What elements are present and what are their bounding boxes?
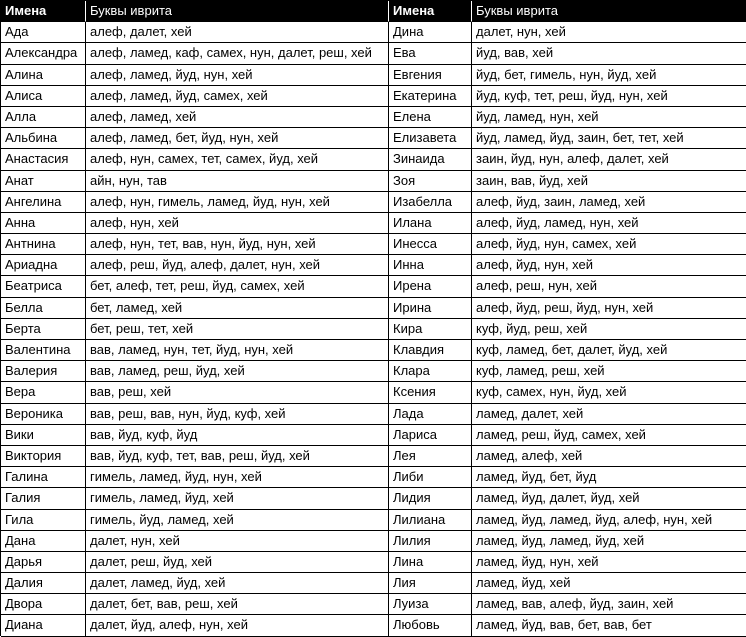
letters-cell-left: вав, реш, хей [86, 382, 389, 403]
letters-cell-left: гимель, йуд, ламед, хей [86, 510, 389, 531]
name-cell-right: Илана [389, 213, 472, 234]
name-cell-left: Ангелина [1, 192, 86, 213]
name-cell-right: Инесса [389, 234, 472, 255]
name-cell-right: Екатерина [389, 86, 472, 107]
letters-cell-left: алеф, ламед, йуд, самех, хей [86, 86, 389, 107]
letters-cell-right: ламед, вав, алеф, йуд, заин, хей [472, 594, 746, 615]
name-cell-right: Зоя [389, 171, 472, 192]
letters-cell-left: алеф, реш, йуд, алеф, далет, нун, хей [86, 255, 389, 276]
name-cell-right: Ксения [389, 382, 472, 403]
letters-cell-right: заин, вав, йуд, хей [472, 171, 746, 192]
header-letters-left: Буквы иврита [86, 1, 389, 22]
letters-cell-left: алеф, ламед, йуд, нун, хей [86, 65, 389, 86]
name-cell-right: Лилиана [389, 510, 472, 531]
name-cell-left: Анастасия [1, 149, 86, 170]
name-cell-right: Ирена [389, 276, 472, 297]
letters-cell-right: ламед, йуд, хей [472, 573, 746, 594]
name-cell-left: Алла [1, 107, 86, 128]
name-cell-right: Елена [389, 107, 472, 128]
name-cell-left: Вероника [1, 404, 86, 425]
name-cell-right: Лилия [389, 531, 472, 552]
name-cell-right: Клавдия [389, 340, 472, 361]
name-cell-right: Либи [389, 467, 472, 488]
letters-cell-right: алеф, йуд, заин, ламед, хей [472, 192, 746, 213]
letters-cell-right: алеф, реш, нун, хей [472, 276, 746, 297]
letters-cell-right: куф, ламед, бет, далет, йуд, хей [472, 340, 746, 361]
name-cell-left: Беатриса [1, 276, 86, 297]
name-cell-right: Ирина [389, 298, 472, 319]
name-cell-right: Евгения [389, 65, 472, 86]
name-cell-left: Ада [1, 22, 86, 43]
name-cell-right: Клара [389, 361, 472, 382]
name-cell-right: Лея [389, 446, 472, 467]
letters-cell-left: бет, алеф, тет, реш, йуд, самех, хей [86, 276, 389, 297]
name-cell-left: Ариадна [1, 255, 86, 276]
letters-cell-right: ламед, йуд, вав, бет, вав, бет [472, 615, 746, 636]
name-cell-left: Двора [1, 594, 86, 615]
name-cell-right: Дина [389, 22, 472, 43]
letters-cell-right: йуд, вав, хей [472, 43, 746, 64]
name-cell-left: Гила [1, 510, 86, 531]
letters-cell-right: алеф, йуд, нун, хей [472, 255, 746, 276]
letters-cell-right: алеф, йуд, ламед, нун, хей [472, 213, 746, 234]
name-cell-left: Валентина [1, 340, 86, 361]
letters-cell-left: алеф, ламед, хей [86, 107, 389, 128]
letters-cell-left: далет, нун, хей [86, 531, 389, 552]
letters-cell-left: далет, бет, вав, реш, хей [86, 594, 389, 615]
name-cell-right: Кира [389, 319, 472, 340]
letters-cell-left: вав, йуд, куф, тет, вав, реш, йуд, хей [86, 446, 389, 467]
letters-cell-left: далет, реш, йуд, хей [86, 552, 389, 573]
letters-cell-right: йуд, ламед, нун, хей [472, 107, 746, 128]
letters-cell-left: алеф, нун, тет, вав, нун, йуд, нун, хей [86, 234, 389, 255]
letters-cell-right: ламед, реш, йуд, самех, хей [472, 425, 746, 446]
header-names-right: Имена [389, 1, 472, 22]
name-cell-right: Лидия [389, 488, 472, 509]
name-cell-left: Анат [1, 171, 86, 192]
letters-cell-right: ламед, йуд, далет, йуд, хей [472, 488, 746, 509]
letters-cell-right: алеф, йуд, реш, йуд, нун, хей [472, 298, 746, 319]
name-cell-right: Зинаида [389, 149, 472, 170]
letters-cell-left: алеф, нун, хей [86, 213, 389, 234]
name-cell-left: Дана [1, 531, 86, 552]
letters-cell-left: далет, йуд, алеф, нун, хей [86, 615, 389, 636]
letters-cell-right: йуд, бет, гимель, нун, йуд, хей [472, 65, 746, 86]
letters-cell-right: алеф, йуд, нун, самех, хей [472, 234, 746, 255]
letters-cell-right: куф, ламед, реш, хей [472, 361, 746, 382]
name-cell-right: Лина [389, 552, 472, 573]
letters-cell-left: вав, йуд, куф, йуд [86, 425, 389, 446]
letters-cell-left: вав, ламед, нун, тет, йуд, нун, хей [86, 340, 389, 361]
letters-cell-right: йуд, ламед, йуд, заин, бет, тет, хей [472, 128, 746, 149]
letters-cell-right: заин, йуд, нун, алеф, далет, хей [472, 149, 746, 170]
letters-cell-left: гимель, ламед, йуд, хей [86, 488, 389, 509]
letters-cell-right: ламед, далет, хей [472, 404, 746, 425]
name-cell-right: Лада [389, 404, 472, 425]
letters-cell-left: алеф, ламед, каф, самех, нун, далет, реш, хей [86, 43, 389, 64]
name-cell-left: Далия [1, 573, 86, 594]
letters-cell-left: алеф, ламед, бет, йуд, нун, хей [86, 128, 389, 149]
name-cell-right: Лариса [389, 425, 472, 446]
name-cell-left: Антнина [1, 234, 86, 255]
name-cell-left: Алиса [1, 86, 86, 107]
letters-cell-right: йуд, куф, тет, реш, йуд, нун, хей [472, 86, 746, 107]
letters-cell-right: ламед, йуд, нун, хей [472, 552, 746, 573]
letters-cell-left: бет, ламед, хей [86, 298, 389, 319]
name-cell-left: Анна [1, 213, 86, 234]
name-cell-left: Алина [1, 65, 86, 86]
letters-cell-left: гимель, ламед, йуд, нун, хей [86, 467, 389, 488]
letters-cell-right: куф, йуд, реш, хей [472, 319, 746, 340]
name-cell-left: Вики [1, 425, 86, 446]
name-cell-right: Инна [389, 255, 472, 276]
name-cell-left: Диана [1, 615, 86, 636]
name-cell-left: Дарья [1, 552, 86, 573]
name-cell-left: Галия [1, 488, 86, 509]
name-cell-left: Валерия [1, 361, 86, 382]
letters-cell-right: куф, самех, нун, йуд, хей [472, 382, 746, 403]
letters-cell-right: ламед, йуд, ламед, йуд, алеф, нун, хей [472, 510, 746, 531]
letters-cell-left: алеф, нун, гимель, ламед, йуд, нун, хей [86, 192, 389, 213]
name-cell-left: Александра [1, 43, 86, 64]
name-cell-left: Альбина [1, 128, 86, 149]
name-cell-right: Елизавета [389, 128, 472, 149]
letters-cell-right: ламед, алеф, хей [472, 446, 746, 467]
letters-cell-right: далет, нун, хей [472, 22, 746, 43]
name-cell-right: Ева [389, 43, 472, 64]
header-names-left: Имена [1, 1, 86, 22]
name-cell-left: Виктория [1, 446, 86, 467]
name-cell-right: Лия [389, 573, 472, 594]
letters-cell-left: айн, нун, тав [86, 171, 389, 192]
name-cell-left: Белла [1, 298, 86, 319]
name-cell-left: Берта [1, 319, 86, 340]
letters-cell-left: далет, ламед, йуд, хей [86, 573, 389, 594]
letters-cell-left: вав, реш, вав, нун, йуд, куф, хей [86, 404, 389, 425]
letters-cell-left: вав, ламед, реш, йуд, хей [86, 361, 389, 382]
header-letters-right: Буквы иврита [472, 1, 746, 22]
name-cell-right: Луиза [389, 594, 472, 615]
letters-cell-left: алеф, нун, самех, тет, самех, йуд, хей [86, 149, 389, 170]
letters-cell-right: ламед, йуд, ламед, йуд, хей [472, 531, 746, 552]
name-cell-right: Изабелла [389, 192, 472, 213]
name-cell-left: Галина [1, 467, 86, 488]
name-cell-right: Любовь [389, 615, 472, 636]
letters-cell-left: алеф, далет, хей [86, 22, 389, 43]
letters-cell-left: бет, реш, тет, хей [86, 319, 389, 340]
name-cell-left: Вера [1, 382, 86, 403]
letters-cell-right: ламед, йуд, бет, йуд [472, 467, 746, 488]
